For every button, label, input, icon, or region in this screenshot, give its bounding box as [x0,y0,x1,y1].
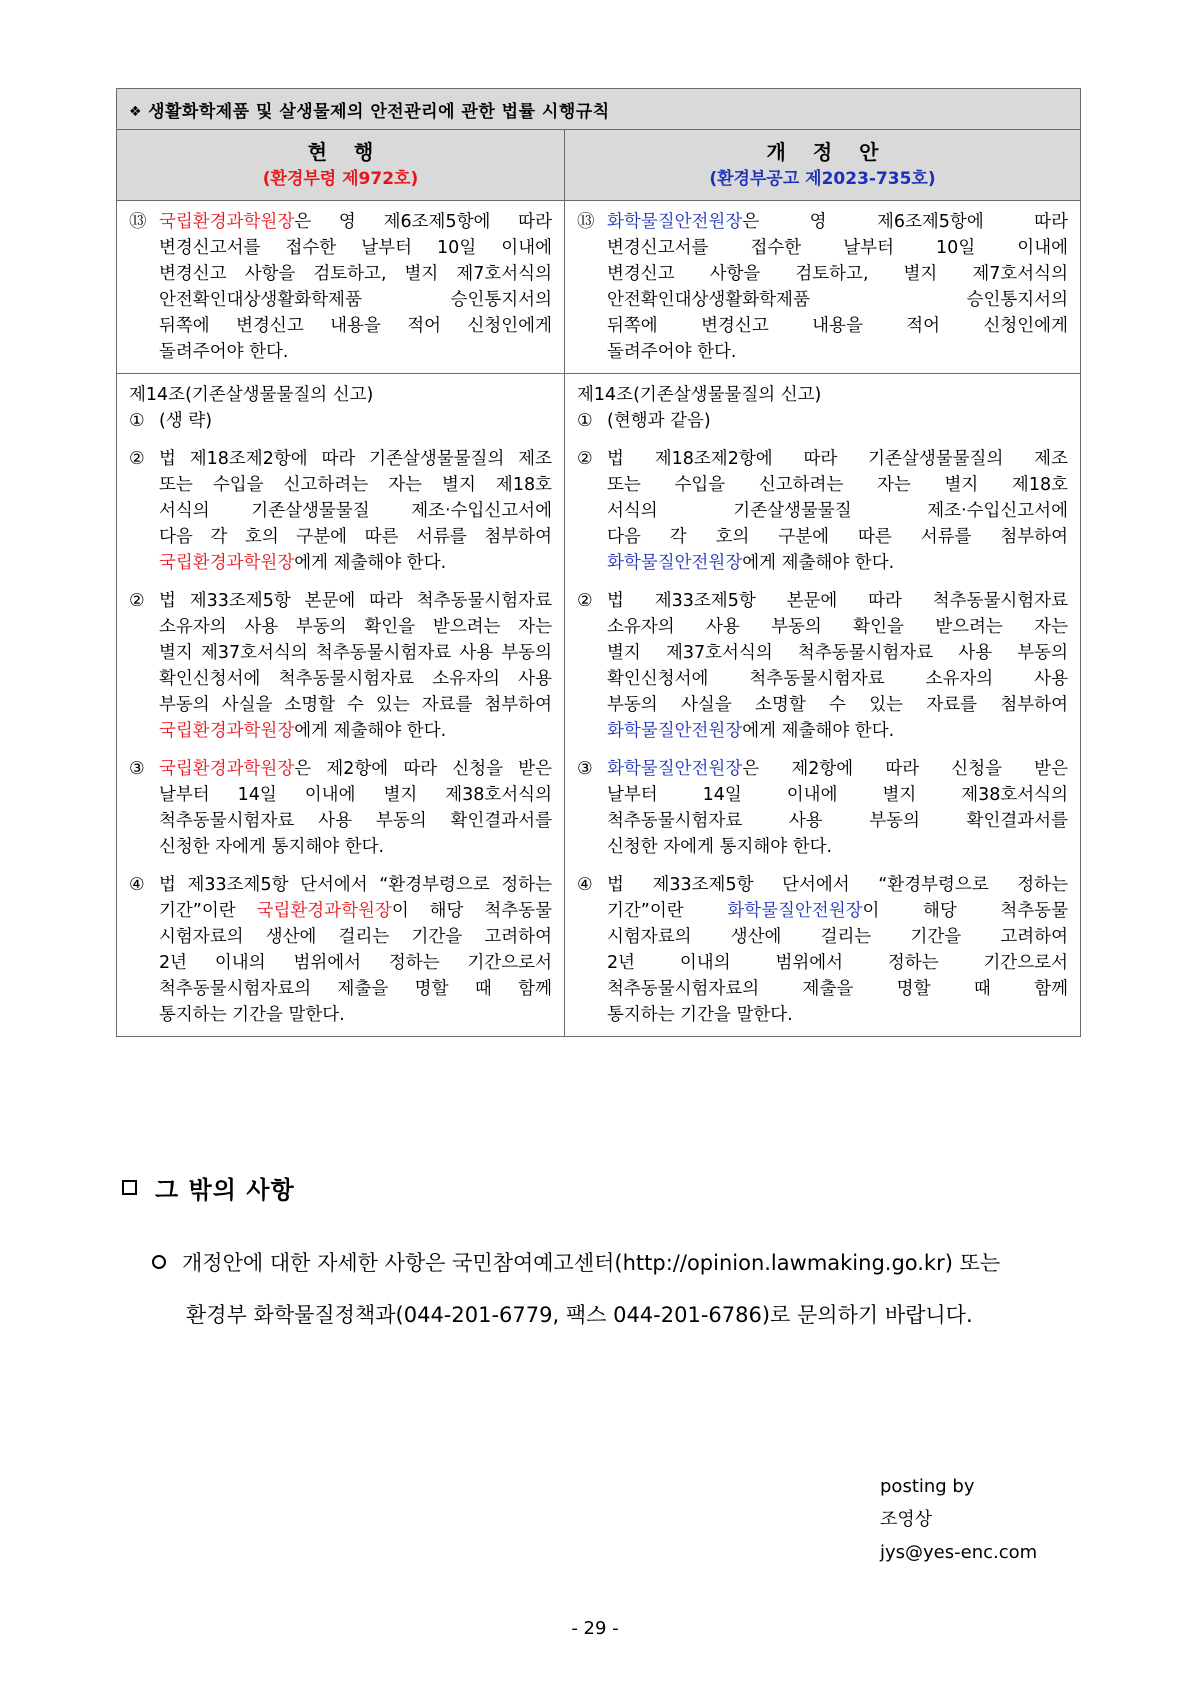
row2-proposed-cell [565,374,1081,1037]
proposed-reference: (환경부공고 제2023-735호) [709,169,936,189]
highlight-agency: 국립환경과학원장 [159,759,295,779]
article-heading: 제14조(기존살생물물질의 신고) [129,385,374,405]
paragraph-2: ② 법 제18조제2항에 따라 기존살생물물질의 제조 또는 수입을 신고하려는 자는 별지 제18호 서식의 기존살생물물질 제조‧수입신고서에 다음 각 호의 구분에 따른 서류를 첨부하여 국립환경과학원장에게 제출해야 한다. [129,449,552,573]
paragraph-13: ⑬ 화학물질안전원장은 영 제6조제5항에 따라 변경신고서를 접수한 날부터 10일 이내에 변경신고 사항을 검토하고, 별지 제7호서식의 안전확인대상생활화학제품 승인통지서의 뒤쪽에 변경신고 내용을 적어 신청인에게 돌려주어야 한다. [577,212,1068,362]
table-title-text: 생활화학제품 및 살생물제의 안전관리에 관한 법률 시행규칙 [148,101,610,122]
article-heading: 제14조(기존살생물물질의 신고) [577,385,822,405]
posting-email: jys@yes-enc.com [880,1542,1038,1563]
paragraph-1: ① (생 략) [129,411,213,431]
notice-line-1: 개정안에 대한 자세한 사항은 국민참여예고센터(http://opinion.lawmaking.go.kr) 또는 [182,1251,1001,1275]
paragraph-2: ② 법 제18조제2항에 따라 기존살생물물질의 제조 또는 수입을 신고하려는 자는 별지 제18호 서식의 기존살생물물질 제조‧수입신고서에 다음 각 호의 구분에 따른 서류를 첨부하여 화학물질안전원장에게 제출해야 한다. [577,449,1068,573]
highlight-agency: 국립환경과학원장 [159,721,295,741]
comparison-table [116,88,1081,1037]
highlight-agency: 화학물질안전원장 [727,901,863,921]
posting-name: 조영상 [880,1509,933,1530]
paragraph-3: ③ 화학물질안전원장은 제2항에 따라 신청을 받은 날부터 14일 이내에 별지 제38호서식의 척추동물시험자료 사용 부동의 확인결과서를 신청한 자에게 통지해야 한다. [577,759,1068,857]
row2-current-cell [117,374,565,1037]
current-heading: 현 행 [307,140,384,164]
posting-credit [880,1470,1037,1569]
proposed-heading: 개 정 안 [766,140,889,164]
table-title [117,89,1081,130]
paragraph-4: ④ 법 제33조제5항 단서에서 “환경부령으로 정하는 기간”이란 국립환경과학원장이 해당 척추동물 시험자료의 생산에 걸리는 기간을 고려하여 2년 이내의 범위에서 정하는 기간으로서 척추동물시험자료의 제출을 명할 때 함께 통지하는 기간을 말한다. [129,875,552,1025]
paragraph-1: ① (현행과 같음) [577,411,711,431]
paragraph-4: ④ 법 제33조제5항 단서에서 “환경부령으로 정하는 기간”이란 화학물질안전원장이 해당 척추동물 시험자료의 생산에 걸리는 기간을 고려하여 2년 이내의 범위에서 정하는 기간으로서 척추동물시험자료의 제출을 명할 때 함께 통지하는 기간을 말한다. [577,875,1068,1025]
column-header-proposed [565,130,1081,201]
paragraph-13: ⑬ 국립환경과학원장은 영 제6조제5항에 따라 변경신고서를 접수한 날부터 10일 이내에 변경신고 사항을 검토하고, 별지 제7호서식의 안전확인대상생활화학제품 승인통지서의 뒤쪽에 변경신고 내용을 적어 신청인에게 돌려주어야 한다. [129,212,552,362]
highlight-agency: 화학물질안전원장 [607,721,743,741]
circle-bullet-icon [152,1255,166,1269]
column-header-current [117,130,565,201]
paragraph-2b: ② 법 제33조제5항 본문에 따라 척추동물시험자료 소유자의 사용 부동의 확인을 받으려는 자는 별지 제37호서식의 척추동물시험자료 사용 부동의 확인신청서에 척추동물시험자료 소유자의 사용 부동의 사실을 소명할 수 있는 자료를 첨부하여 화학물질안전원장에게 제출해야 한다. [577,591,1068,741]
paragraph-2b: ② 법 제33조제5항 본문에 따라 척추동물시험자료 소유자의 사용 부동의 확인을 받으려는 자는 별지 제37호서식의 척추동물시험자료 사용 부동의 확인신청서에 척추동물시험자료 소유자의 사용 부동의 사실을 소명할 수 있는 자료를 첨부하여 국립환경과학원장에게 제출해야 한다. [129,591,552,741]
section-heading [122,1170,295,1205]
page-number: - 29 - [571,1618,619,1639]
contact-notice [148,1237,1088,1341]
highlight-agency: 화학물질안전원장 [607,759,743,779]
highlight-agency: 화학물질안전원장 [607,212,743,232]
row1-proposed-cell [565,201,1081,374]
row1-current-cell [117,201,565,374]
notice-line-2: 환경부 화학물질정책과(044-201-6779, 팩스 044-201-6786)로 문의하기 바랍니다. [186,1303,973,1327]
highlight-agency: 국립환경과학원장 [256,901,392,921]
highlight-agency: 국립환경과학원장 [159,553,295,573]
paragraph-3: ③ 국립환경과학원장은 제2항에 따라 신청을 받은 날부터 14일 이내에 별지 제38호서식의 척추동물시험자료 사용 부동의 확인결과서를 신청한 자에게 통지해야 한다. [129,759,552,857]
diamond-bullet-icon: ❖ [129,103,143,120]
highlight-agency: 국립환경과학원장 [159,212,295,232]
square-bullet-icon [122,1180,137,1195]
posting-label: posting by [880,1476,975,1497]
highlight-agency: 화학물질안전원장 [607,553,743,573]
current-reference: (환경부령 제972호) [262,169,419,189]
section-title-text: 그 밖의 사항 [155,1176,295,1204]
